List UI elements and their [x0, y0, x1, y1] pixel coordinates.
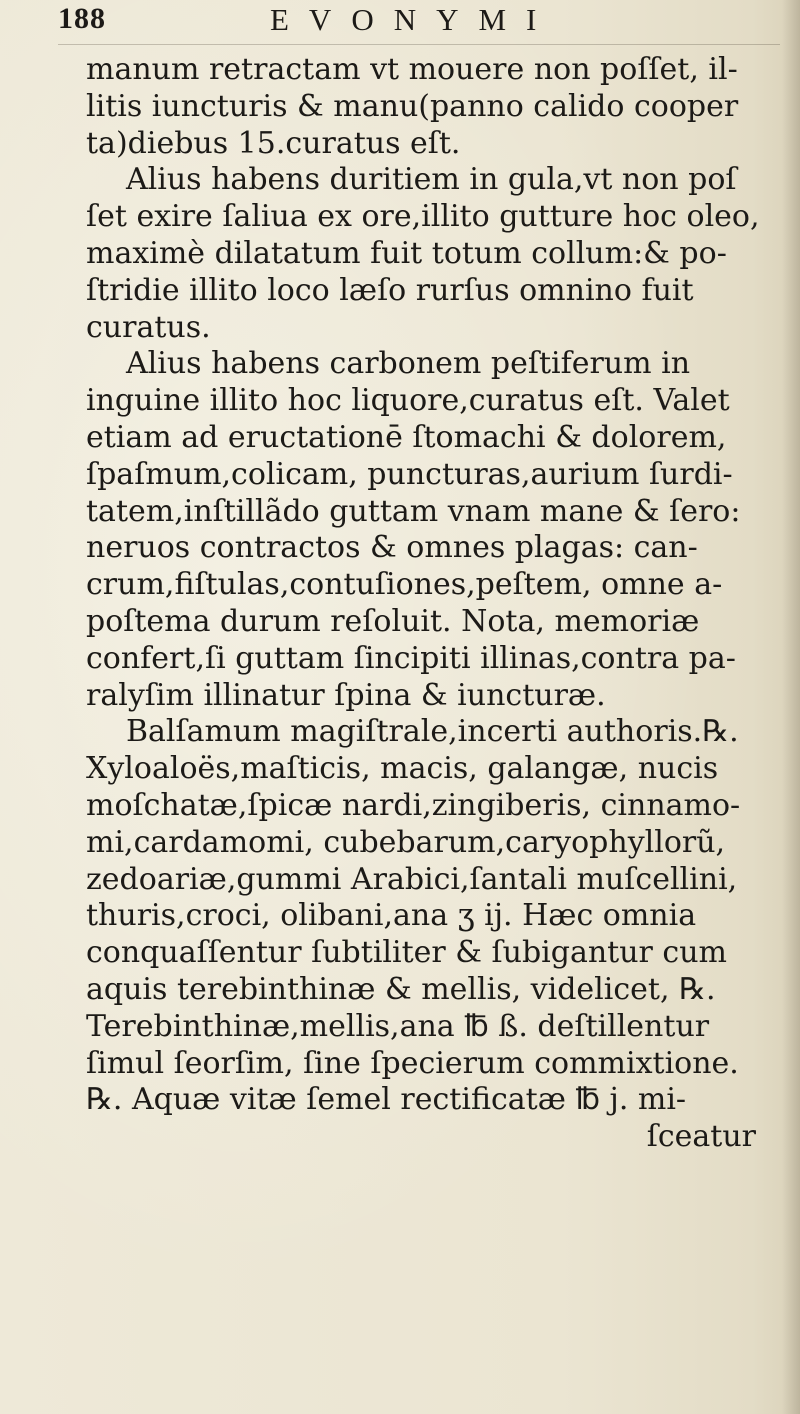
running-head — [58, 2, 778, 42]
text-line: litis iuncturis & manu(panno calido cooper — [86, 88, 739, 124]
text-line: curatus. — [86, 309, 211, 345]
text-line: ſtridie illito loco læſo rurſus omnino fuit — [86, 272, 694, 308]
text-line: conquaſſentur ſubtiliter & ſubigantur cum — [86, 935, 727, 971]
text-line: moſchatæ,ſpicæ nardi,zingiberis, cinnamo- — [86, 787, 741, 823]
page-number: 188 — [58, 2, 106, 35]
text-line: ta)diebus 15.curatus eſt. — [86, 125, 461, 161]
catchword: ſceatur — [646, 1119, 756, 1155]
text-line: crum,fiſtulas,contuſiones,peſtem, omne a- — [86, 567, 723, 603]
text-line: zedoariæ,gummi Arabici,ſantali muſcellini, — [86, 861, 738, 897]
paragraph-start-line: Alius habens duritiem in gula,vt non poſ — [126, 162, 737, 198]
text-line: ſimul ſeorſim, ſine ſpecierum commixtione. — [86, 1045, 739, 1081]
body-text — [86, 52, 770, 1156]
text-line: ralyſim illinatur ſpina & iuncturæ. — [86, 677, 606, 713]
text-line: ℞. Aquæ vitæ ſemel rectificatæ ℔ j. mi- — [86, 1082, 687, 1118]
text-line: Xyloaloës,maſticis, macis, galangæ, nucis — [86, 751, 719, 787]
page-edge-shadow — [782, 0, 800, 1414]
text-line: inguine illito hoc liquore,curatus eſt. Valet — [86, 383, 730, 419]
text-line: tatem,inſtillãdo guttam vnam mane & ſero: — [86, 493, 741, 529]
text-line: manum retractam vt mouere non poſſet, il- — [86, 52, 738, 87]
running-title: EVONYMI — [270, 2, 557, 37]
text-line: confert,ſi guttam ſincipiti illinas,contra pa- — [86, 640, 736, 676]
paragraph-start-line: Alius habens carbonem peſtiferum in — [126, 346, 691, 382]
text-line: ſpaſmum,colicam, puncturas,aurium ſurdi- — [86, 456, 733, 492]
paragraph-start-line: Balſamum magiſtrale,incerti authoris.℞. — [126, 714, 739, 750]
text-line: Terebinthinæ,mellis,ana ℔ ß. deſtillentur — [86, 1008, 710, 1044]
text-line: aquis terebinthinæ & mellis, videlicet, ℞. — [86, 971, 716, 1007]
header-rule — [58, 44, 780, 45]
text-line: mi,cardamomi, cubebarum,caryophyllorũ, — [86, 824, 726, 860]
text-line: neruos contractos & omnes plagas: can- — [86, 530, 698, 566]
text-line: poſtema durum reſoluit. Nota, memoriæ — [86, 603, 700, 639]
text-line: thuris,croci, olibani,ana ʒ ij. Hæc omnia — [86, 898, 697, 934]
text-line: etiam ad eructationē ſtomachi & dolorem, — [86, 419, 727, 455]
text-line: maximè dilatatum fuit totum collum:& po- — [86, 235, 727, 271]
text-line: ſet exire ſaliua ex ore,illito gutture hoc oleo, — [86, 199, 760, 235]
